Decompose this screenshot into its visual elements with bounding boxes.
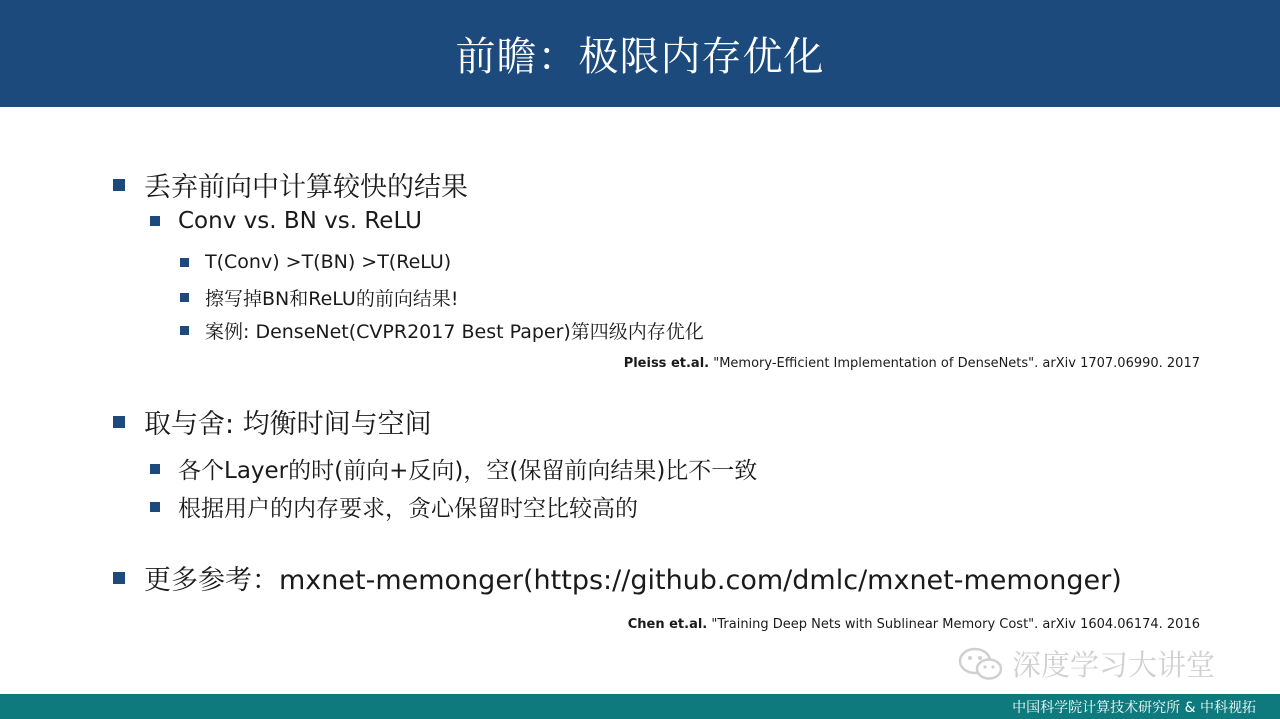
bullet-text: 根据用户的内存要求，贪心保留时空比较高的 (178, 496, 638, 522)
bullet-text: 更多参考：mxnet-memonger(https://github.com/dmlc/mxnet-memonger) (144, 565, 1122, 596)
bullet-square-icon (180, 326, 189, 335)
watermark-text: 深度学习大讲堂 (1012, 648, 1216, 682)
bullet-text: 擦写掉BN和ReLU的前向结果! (205, 288, 459, 310)
footer-text: 中国科学院计算技术研究所 & 中科视拓 (1012, 699, 1256, 716)
slide-title: 前瞻：极限内存优化 (455, 34, 825, 80)
reference-text: "Memory-Efficient Implementation of DenseNets". arXiv 1707.06990. 2017 (709, 356, 1200, 371)
bullet-text: Conv vs. BN vs. ReLU (178, 208, 422, 234)
sub-bullet-greedy (150, 490, 638, 523)
footer-bar (0, 694, 1280, 719)
item-erase-bn-relu (180, 284, 458, 311)
sub-bullet-layer-ratio (150, 452, 757, 485)
bullet-square-icon (180, 258, 189, 267)
bullet-square-icon (113, 416, 125, 428)
bullet-text: 取与舍: 均衡时间与空间 (144, 409, 432, 440)
reference-authors: Chen et.al. (627, 617, 708, 632)
title-bar (0, 0, 1280, 107)
item-densenet-case (180, 317, 704, 344)
wechat-icon (958, 647, 1004, 681)
bullet-discard-fast-results (113, 165, 468, 204)
bullet-text: T(Conv) >T(BN) >T(ReLU) (205, 251, 452, 273)
bullet-tradeoff (113, 402, 432, 441)
bullet-square-icon (150, 216, 160, 226)
bullet-text: 案例: DenseNet(CVPR2017 Best Paper)第四级内存优化 (205, 321, 704, 343)
bullet-square-icon (113, 572, 125, 584)
bullet-text: 各个Layer的时(前向+反向)，空(保留前向结果)比不一致 (178, 458, 758, 484)
reference-chen (628, 617, 1200, 632)
bullet-square-icon (180, 293, 189, 302)
reference-authors: Pleiss et.al. (623, 356, 710, 371)
bullet-square-icon (150, 502, 160, 512)
sub-bullet-conv-bn-relu (150, 208, 422, 234)
reference-pleiss (624, 356, 1200, 371)
bullet-more-references (113, 558, 1122, 597)
bullet-square-icon (113, 179, 125, 191)
bullet-square-icon (150, 464, 160, 474)
watermark (958, 643, 1215, 684)
item-time-compare (180, 251, 451, 273)
reference-text: "Training Deep Nets with Sublinear Memory Cost". arXiv 1604.06174. 2016 (707, 617, 1200, 632)
bullet-text: 丢弃前向中计算较快的结果 (144, 172, 468, 203)
